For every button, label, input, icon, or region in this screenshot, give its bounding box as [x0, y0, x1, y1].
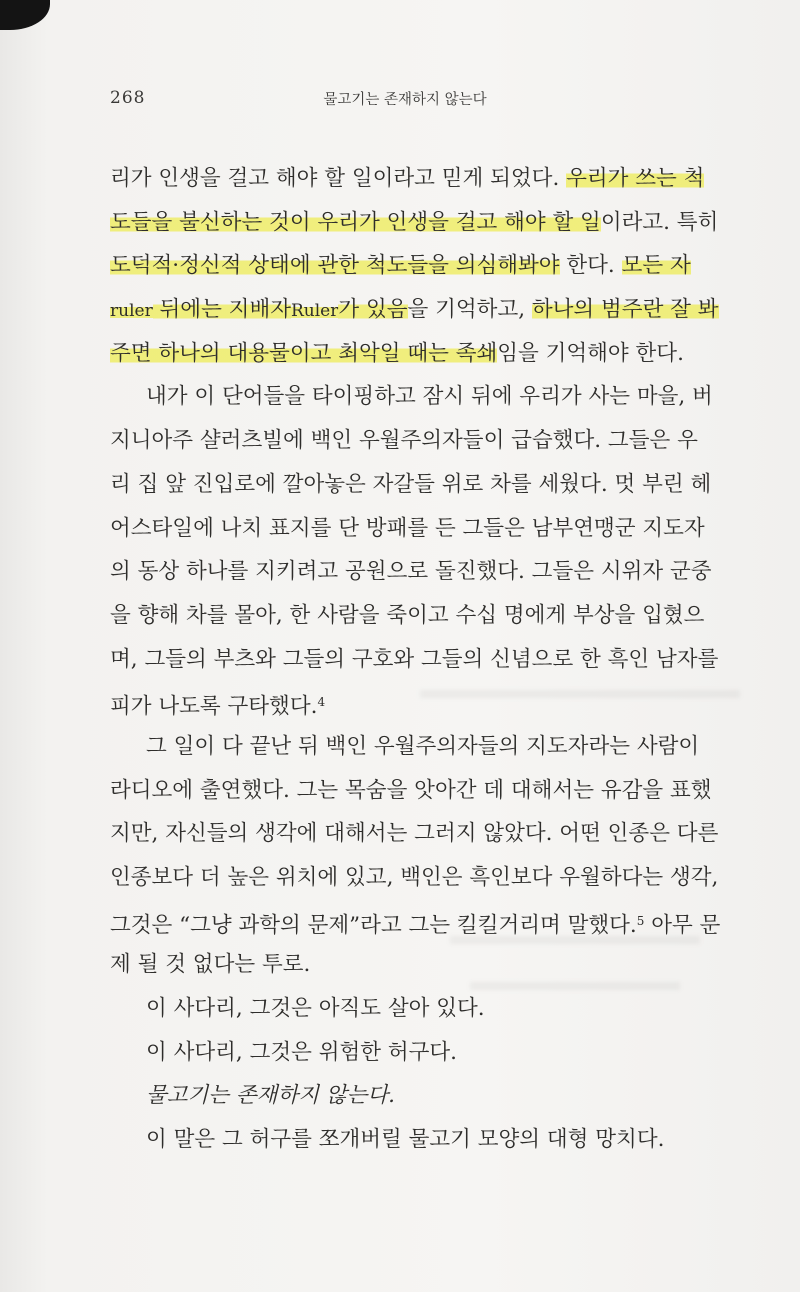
text-line — [110, 201, 719, 245]
highlighted-text: 가 있음 — [338, 297, 408, 323]
text-run: 한다. — [559, 253, 622, 279]
text-line: 의 동상 하나를 지키려고 공원으로 돌진했다. 그들은 시위자 군중 — [110, 559, 712, 585]
text-run: 그것은 “그냥 과학의 문제”라고 그는 킬킬거리며 말했다. — [110, 912, 637, 938]
text-line: 이 사다리, 그것은 아직도 살아 있다. — [146, 996, 485, 1022]
text-line: 내가 이 단어들을 타이핑하고 잠시 뒤에 우리가 사는 마을, 버 — [146, 384, 713, 410]
text-line: 제 될 것 없다는 투로. — [110, 952, 311, 978]
highlighted-text: 도덕적·정신적 상태에 관한 척도들을 의심해봐야 — [110, 253, 560, 279]
text-line — [110, 288, 719, 332]
text-run: 리가 인생을 걸고 해야 할 일이라고 믿게 되었다. — [110, 166, 567, 191]
body-text — [110, 157, 721, 1162]
text-run: 임을 기억해야 한다. — [497, 340, 684, 366]
highlighted-text: 주면 하나의 대용물이고 최악일 때는 족쇄 — [110, 340, 498, 366]
text-line: 지니아주 샬러츠빌에 백인 우월주의자들이 급습했다. 그들은 우 — [110, 428, 698, 454]
highlighted-text: Ruler — [291, 301, 339, 322]
text-run: 이라고. 특히 — [600, 209, 719, 235]
text-line: 이 사다리, 그것은 위험한 허구다. — [146, 1039, 458, 1065]
text-line — [110, 681, 700, 725]
text-line — [110, 900, 721, 944]
text-run: 아무 문 — [644, 912, 721, 938]
text-line: 그 일이 다 끝난 뒤 백인 우월주의자들의 지도자라는 사람이 — [146, 733, 700, 759]
text-line: 라디오에 출연했다. 그는 목숨을 앗아간 데 대해서는 유감을 표했 — [110, 777, 712, 803]
text-line: 지만, 자신들의 생각에 대해서는 그러지 않았다. 어떤 인종은 다른 — [110, 821, 719, 847]
highlighted-text: 우리가 쓰는 척 — [566, 166, 705, 191]
text-line — [110, 332, 700, 376]
highlighted-text: 뒤에는 지배자 — [152, 297, 291, 323]
page-header — [110, 88, 700, 112]
scan-corner-shadow — [0, 0, 50, 30]
text-line: 리 집 앞 진입로에 깔아놓은 자갈들 위로 차를 세웠다. 멋 부린 헤 — [110, 471, 712, 497]
footnote-marker: 4 — [317, 695, 326, 710]
text-line: 을 향해 차를 몰아, 한 사람을 죽이고 수십 명에게 부상을 입혔으 — [110, 602, 705, 628]
highlighted-text: ruler — [110, 301, 153, 322]
running-title: 물고기는 존재하지 않는다 — [323, 92, 487, 108]
text-run: 피가 나도록 구타했다. — [110, 694, 318, 720]
text-line — [110, 157, 705, 201]
highlighted-text: 하나의 범주란 잘 봐 — [531, 297, 719, 323]
text-line: 어스타일에 나치 표지를 단 방패를 든 그들은 남부연맹군 지도자 — [110, 515, 705, 541]
text-line: 이 말은 그 허구를 쪼개버릴 물고기 모양의 대형 망치다. — [146, 1127, 665, 1153]
text-run: 을 기억하고, — [407, 297, 532, 323]
text-line — [110, 244, 700, 288]
italic-text-line: 물고기는 존재하지 않는다. — [146, 1083, 395, 1109]
text-line: 인종보다 더 높은 위치에 있고, 백인은 흑인보다 우월하다는 생각, — [110, 865, 719, 890]
page-number: 268 — [110, 88, 146, 108]
footnote-marker: 5 — [636, 913, 645, 928]
highlighted-text: 도들을 불신하는 것이 우리가 인생을 걸고 해야 할 일 — [110, 209, 601, 235]
highlighted-text: 모든 자 — [621, 253, 691, 279]
text-line: 며, 그들의 부츠와 그들의 구호와 그들의 신념으로 한 흑인 남자를 — [110, 646, 719, 672]
